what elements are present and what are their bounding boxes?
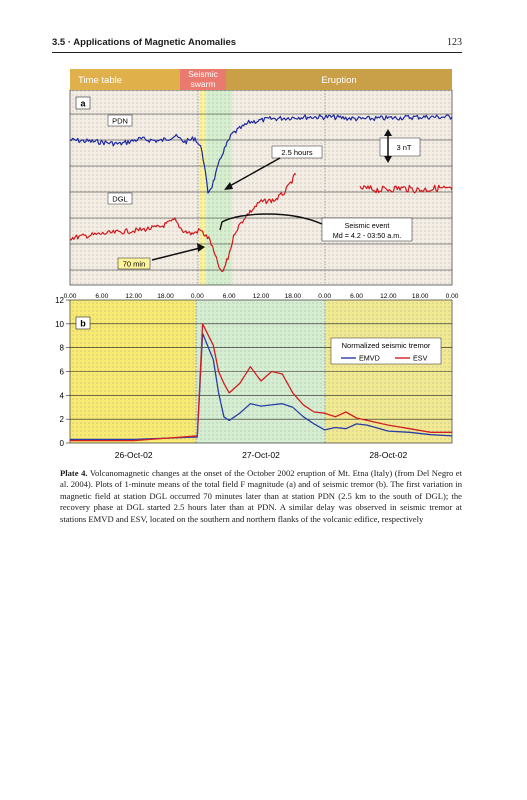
section-title: 3.5 · Applications of Magnetic Anomalies (52, 37, 237, 48)
legend-esv-label: ESV (413, 353, 428, 363)
seismic-event-line2: Md = 4.2 - 03:50 a.m. (332, 231, 402, 240)
hour-tick-label: 18.00 (284, 293, 302, 300)
seismic-event-line1: Seismic event (344, 221, 390, 230)
panel-a-label: a (80, 98, 86, 109)
hour-tick-label: 6.00 (222, 293, 236, 300)
hour-tick-labels (64, 293, 459, 300)
y-tick-label: 12 (55, 296, 64, 305)
panel-b-label: b (80, 318, 86, 329)
seismic-swarm-label-line1: Seismic (188, 69, 218, 79)
y-tick-label: 2 (59, 415, 64, 425)
date-label: 27-Oct-02 (242, 450, 280, 460)
figure-caption (60, 468, 462, 525)
hours-annotation: 2.5 hours (281, 148, 313, 157)
eruption-label: Eruption (321, 75, 357, 86)
hour-tick-label: 12.00 (125, 293, 142, 300)
hour-tick-label: 6.00 (350, 293, 363, 300)
caption-text: Volcanomagnetic changes at the onset of the October 2002 eruption of Mt. Etna (Italy) (from Del Negro et al. 2004). Plots of 1-minute means of the total field F magnitude (a) and of seismic tremor (b). The first variation in magnetic field at station DGL occurred 70 minutes later than at station PDN (2.5 km to the south of DGL); the recovery phase at DGL started 2.5 hours later than at PDN. A similar delay was observed in seismic tremor at stations EMVD and ESV, located on the southern and northern flanks of the volcanic edifice, respectively (60, 468, 462, 524)
legend-title: Normalized seismic tremor (341, 341, 431, 350)
y-tick-label: 8 (59, 343, 64, 353)
header-rule (52, 52, 462, 53)
page-number: 123 (447, 37, 462, 48)
caption-label: Plate 4. (60, 468, 88, 478)
panel-b-y-tick-labels (55, 296, 70, 448)
seismic-swarm-label-line2: swarm (190, 79, 216, 89)
hour-tick-label: 0.00 (190, 293, 204, 300)
hour-tick-label: 0.00 (63, 293, 77, 300)
panel-b-date-labels (115, 450, 408, 460)
dgl-label: DGL (112, 194, 128, 204)
figure (0, 62, 527, 462)
time-table-label: Time table (78, 75, 122, 86)
page-header (52, 37, 462, 53)
panel-a (64, 69, 459, 300)
legend-emvd-label: EMVD (359, 353, 380, 363)
hour-tick-label: 6.00 (95, 293, 109, 300)
y-tick-label: 0 (59, 439, 64, 448)
y-tick-label: 6 (59, 367, 64, 377)
date-label: 26-Oct-02 (114, 450, 153, 460)
hour-tick-label: 0.00 (318, 293, 332, 300)
hour-tick-label: 18.00 (411, 293, 429, 300)
pdn-label: PDN (112, 116, 128, 126)
hour-tick-label: 18.00 (157, 293, 174, 300)
hour-tick-label: 12.00 (380, 293, 397, 300)
hour-tick-label: 0.00 (445, 293, 459, 300)
y-tick-label: 10 (55, 319, 64, 329)
hour-tick-label: 12.00 (252, 293, 270, 300)
min-annotation: 70 min (122, 259, 146, 269)
scale-bar-label: 3 nT (396, 143, 412, 152)
date-label: 28-Oct-02 (369, 450, 408, 460)
panel-b (55, 296, 452, 460)
y-tick-label: 4 (59, 391, 64, 401)
